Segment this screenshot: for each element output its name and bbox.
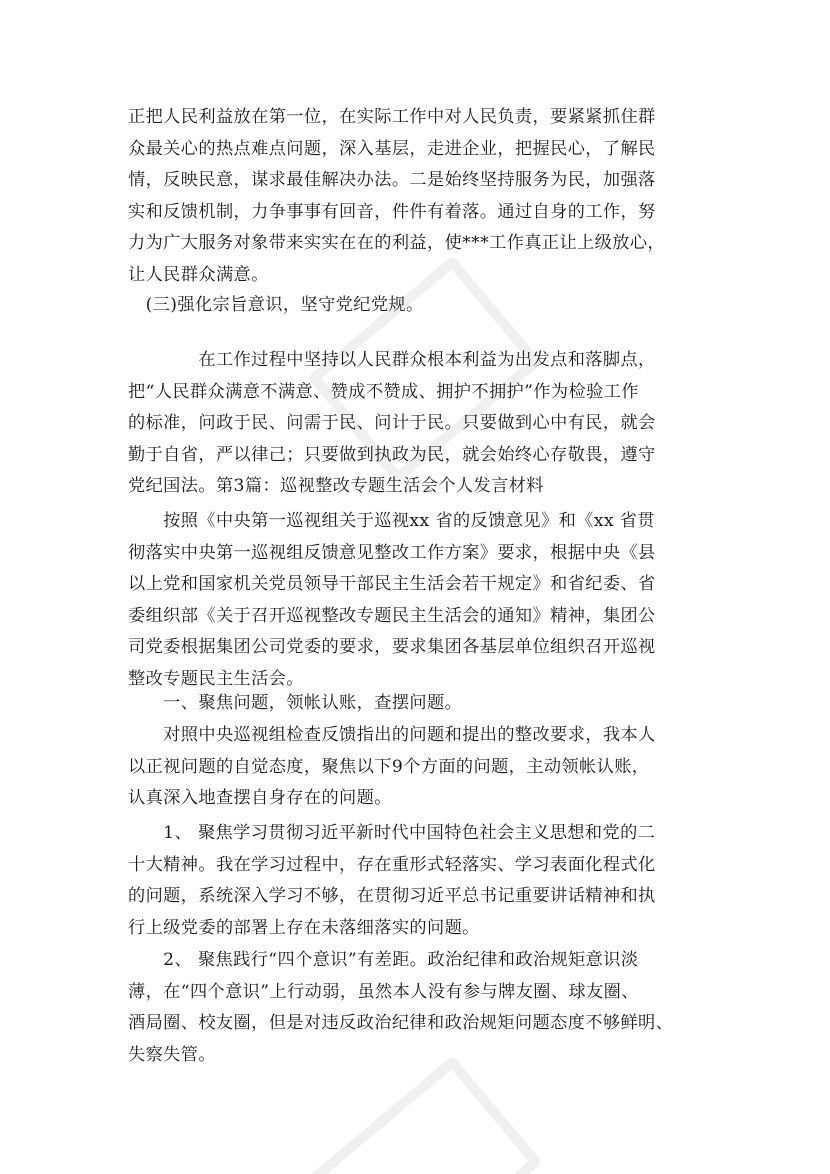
text-line: 实和反馈机制，力争事事有回音，件件有着落。通过自身的工作，努 [128,201,656,222]
paragraph-people-interest [128,345,708,503]
heading-text: (三)强化宗旨意识，坚守党纪党规。 [128,295,424,315]
heading-text: 一、聚焦问题，领帐认账，查摆问题。 [128,693,463,713]
text-line: 1、 聚焦学习贯彻习近平新时代中国特色社会主义思想和党的二 [128,823,656,843]
text-line: 薄，在“四个意识”上行动弱，虽然本人没有参与牌友圈、球友圈、 [128,981,639,1002]
text-line: 让人民群众满意。 [128,264,269,285]
text-line: 整改专题民主生活会。 [128,668,304,689]
section-heading-three [128,290,708,322]
text-line: 党纪国法。第3篇：巡视整改专题生活会个人发言材料 [128,476,544,496]
text-line: 按照《中央第一巡视组关于巡视xx 省的反馈意见》和《xx 省贯 [128,511,655,531]
text-line: 在工作过程中坚持以人民群众根本利益为出发点和落脚点， [128,350,656,370]
text-line: 的标准，问政于民、问需于民、问计于民。只要做到心中有民，就会 [128,413,656,433]
section-heading-one [128,688,708,720]
paragraph-item-1 [128,818,708,944]
paragraph-problem-review [128,720,708,815]
text-line: 情，反映民意，谋求最佳解决办法。二是始终坚持服务为民，加强落 [128,170,656,190]
text-line: 的问题，系统深入学习不够，在贯彻习近平总书记重要讲话精神和执 [128,886,656,906]
text-line: 正把人民利益放在第一位，在实际工作中对人民负责，要紧紧抓住群 [128,107,656,127]
text-line: 2、 聚焦践行“四个意识”有差距。政治纪律和政治规矩意识淡 [128,950,639,970]
text-line: 行上级党委的部署上存在未落细落实的问题。 [128,917,480,938]
text-line: 十大精神。我在学习过程中，存在重形式轻落实、学习表面化程式化 [128,854,656,875]
text-line: 司党委根据集团公司党委的要求，要求集团各基层单位组织召开巡视 [128,637,656,657]
text-line: 力为广大服务对象带来实实在在的利益，使***工作真正让上级放心， [128,233,666,253]
paragraph-item-2 [128,945,708,1071]
text-line: 认真深入地查摆自身存在的问题。 [128,788,392,808]
text-line: 失察失管。 [128,1044,216,1065]
text-line: 以正视问题的自觉态度，聚焦以下9个方面的问题，主动领帐认账， [128,756,650,777]
text-line: 以上党和国家机关党员领导干部民主生活会若干规定》和省纪委、省 [128,574,656,594]
text-line: 把“人民群众满意不满意、赞成不赞成、拥护不拥护”作为检验工作 [128,381,639,402]
paragraph-inspection-feedback [128,506,708,695]
watermark-logo [307,1055,543,1174]
text-line: 委组织部《关于召开巡视整改专题民主生活会的通知》精神，集团公 [128,605,656,626]
text-line: 酒局圈、校友圈，但是对违反政治纪律和政治规矩问题态度不够鲜明、 [128,1013,674,1033]
text-line: 勤于自省，严以律己；只要做到执政为民，就会始终心存敬畏，遵守 [128,444,656,465]
paragraph-serve-people [128,102,708,291]
text-line: 对照中央巡视组检查反馈指出的问题和提出的整改要求，我本人 [128,725,656,745]
text-line: 众最关心的热点难点问题，深入基层，走进企业，把握民心，了解民 [128,138,656,159]
text-line: 彻落实中央第一巡视组反馈意见整改工作方案》要求，根据中央《县 [128,542,656,563]
